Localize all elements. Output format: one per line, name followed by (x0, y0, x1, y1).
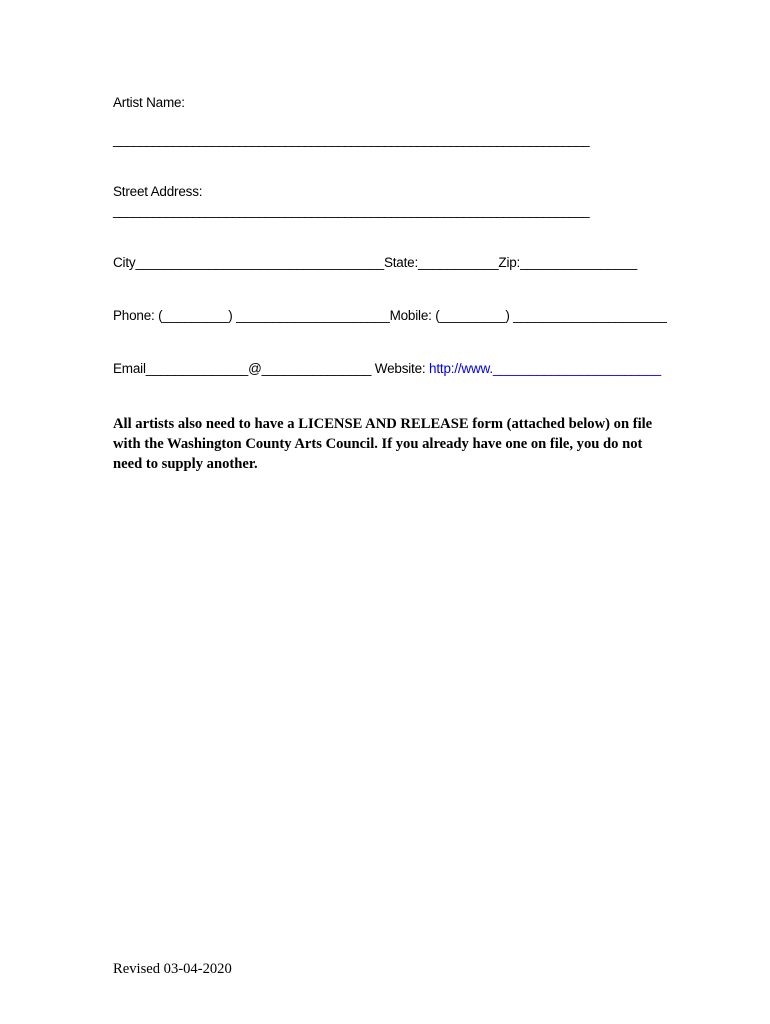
zip-field[interactable]: ________________ (520, 255, 638, 270)
phone-area-code-field[interactable]: _________ (162, 308, 229, 323)
website-link[interactable] (429, 361, 661, 376)
artist-name-label: Artist Name: (113, 95, 185, 110)
mobile-label: Mobile: ( (389, 308, 440, 323)
mobile-area-code-field[interactable]: _________ (439, 308, 506, 323)
phone-mobile-row (113, 308, 667, 323)
phone-label: Phone: ( (113, 308, 163, 323)
city-state-zip-row (113, 255, 637, 270)
email-label: Email (113, 361, 146, 376)
email-at-sign: @ (248, 361, 262, 376)
mobile-close-paren: ) (505, 308, 510, 323)
artist-name-field[interactable]: ________________________________________________________________________ (113, 132, 589, 147)
email-domain-field[interactable]: _______________ (261, 361, 372, 376)
email-user-field[interactable]: ______________ (145, 361, 249, 376)
revised-date: Revised 03-04-2020 (113, 961, 232, 977)
website-field[interactable]: _______________________ (492, 361, 661, 376)
mobile-number-field[interactable]: _____________________ (513, 308, 667, 323)
phone-close-paren: ) (228, 308, 233, 323)
email-website-row (113, 361, 661, 376)
street-address-label: Street Address: (113, 184, 203, 199)
website-label: Website: (374, 361, 426, 376)
state-label: State: (383, 255, 419, 270)
phone-number-field[interactable]: _____________________ (236, 308, 390, 323)
city-field[interactable]: __________________________________ (135, 255, 384, 270)
zip-label: Zip: (498, 255, 521, 270)
state-field[interactable]: ___________ (418, 255, 499, 270)
website-prefix[interactable]: http://www. (429, 361, 493, 376)
city-label: City (113, 255, 136, 270)
license-release-notice: All artists also need to have a LICENSE AND RELEASE form (attached below) on file with the Washington County Arts Council. If you already have one on file, you do not need to supply another. (113, 416, 653, 472)
street-address-field[interactable]: ________________________________________________________________________ (113, 203, 589, 218)
